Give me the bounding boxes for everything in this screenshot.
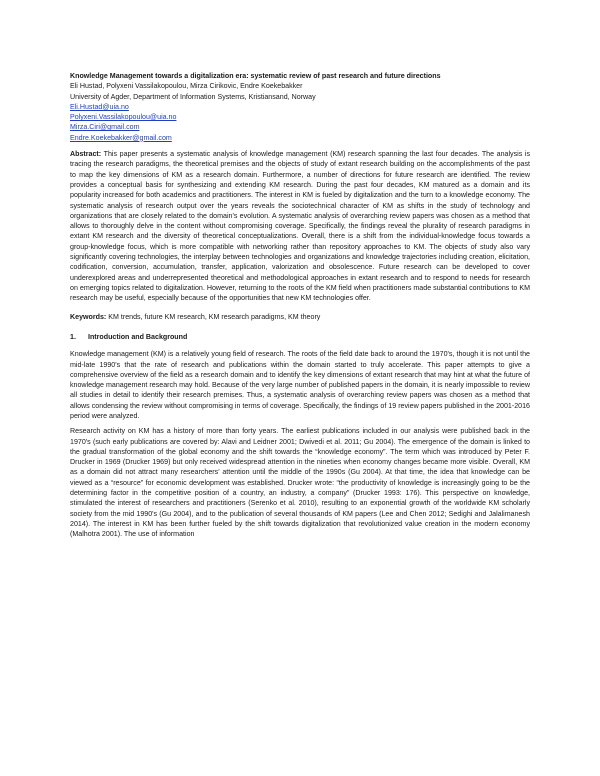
keywords (70, 312, 530, 322)
abstract-text: This paper presents a systematic analysis of knowledge management (KM) research spanning the last four decades. The analysis is tracing the research paradigms, the theoretical premises and the objects of study of extant research building on the accomplishments of the past to map the key dimensions of KM as a research domain. Furthermore, a number of directions for future research are identified. The review provides a conceptual basis for synthesizing and extending KM research. During the past four decades, KM matured as a domain and its popularity increased for both academics and practitioners. The interest in KM is fueled by digitalization and the turn to a knowledge economy. The systematic analysis of research output over the years reveals the sociotechnical character of KM as shifts in the study of technology and organizations that are closely related to the domain's evolution. A systematic analysis of overarching review papers was chosen as a method that allows to thoroughly delve in the content without compromising coverage. Specifically, the findings reveal the plurality of research paradigms in extant KM research and the diversity of theoretical conceptualizations. Overall, there is a shift from the individual-knowledge focus towards a group-knowledge focus, which is more compatible with networking rather than repository approaches to KM. The objects of study also vary significantly covering technologies, the interplay between technologies and organizations and knowledge trajectories including creation, elicitation, codification, conversion, accumulation, transfer, application, valorization and obsolescence. Future research can be developed to cover underexplored areas and underrepresented theoretical and methodological approaches in extant research and to respond to needs for research on emerging topics related to digitalization. However, returning to the roots of the KM field when practitioners made substantial contributions to KM research may be useful, especially because of the opportunities that new KM technologies offer. (70, 150, 530, 303)
author-list: Eli Hustad, Polyxeni Vassilakopoulou, Mirza Cirikovic, Endre Koekebakker (70, 82, 303, 91)
body-paragraph: Research activity on KM has a history of more than forty years. The earliest publications included in our analysis were published back in the 1970's (such early publications are covered by: Alavi and Leidner 2001; Dwivedi et al. 2011; Gu 2004). The emergence of the domain is linked to the gradual transformation of the global economy and the shift towards the “knowledge economy”. The term which was introduced by Peter F. Drucker in 1969 (Drucker 1969) but only received widespread attention in the nineties when economy changes became more visible. Overall, KM as a domain did not attract many researchers' attention until the middle of the 1990s (Gu 2004). At that time, the idea that knowledge can be viewed as a “resource” for economic development was established. Drucker wrote: “the productivity of knowledge is increasingly going to be the determining factor in the competitive position of a country, an industry, a company” (Drucker 1993: 176). This perspective on knowledge, stimulated the interest of researchers and practitioners (Serenko et al. 2010), resulting to an exponential growth of the worldwide KM scholarly society from the mid 1990's (Gu 2004), and to the publication of several thousands of KM papers (Lee and Chen 2012; Sedighi and Jalalimanesh 2014). The interest in KM has been further fueled by the shift towards digitalization that revolutionized value creation in the modern economy (Malhotra 2001). The use of information (70, 427, 530, 539)
paper-title: Knowledge Management towards a digitalization era: systematic review of past research and future directions (70, 72, 441, 80)
section-heading (70, 332, 530, 342)
email-link[interactable]: Eli.Hustad@uia.no (70, 102, 129, 111)
abstract-label: Abstract: (70, 150, 102, 159)
affiliation: University of Agder, Department of Information Systems, Kristiansand, Norway (70, 92, 316, 101)
email-link[interactable]: Mirza.Ciri@gmail.com (70, 123, 140, 132)
keywords-label: Keywords: (70, 312, 107, 321)
body-paragraph: Knowledge management (KM) is a relatively young field of research. The roots of the field date back to around the 1970's, though it is not until the mid-late 1990's that the rate of research and publications within the domain started to truly accelerate. This paper attempts to give a comprehensive overview of the field as a research domain and to identify the key dimensions of extant research that may hint at what the future of knowledge management research may hold. Because of the very large number of published papers in the domain, it is nearly impossible to review all studies in detail to identify their research premises. Thus, a systematic analysis of overarching review papers was chosen as a method that allows condensing the review without compromising in terms of coverage. Specifically, the findings of 19 review papers published in the 2001-2016 period were analyzed. (70, 350, 530, 420)
keywords-text: KM trends, future KM research, KM research paradigms, KM theory (108, 312, 321, 321)
section-title: Introduction and Background (88, 332, 188, 341)
email-link[interactable]: Polyxeni.Vassilakopoulou@uia.no (70, 113, 177, 122)
email-link[interactable]: Endre.Koekebakker@gmail.com (70, 133, 172, 142)
abstract (70, 149, 530, 303)
paper-content (70, 71, 530, 540)
section-number: 1. (70, 332, 76, 341)
